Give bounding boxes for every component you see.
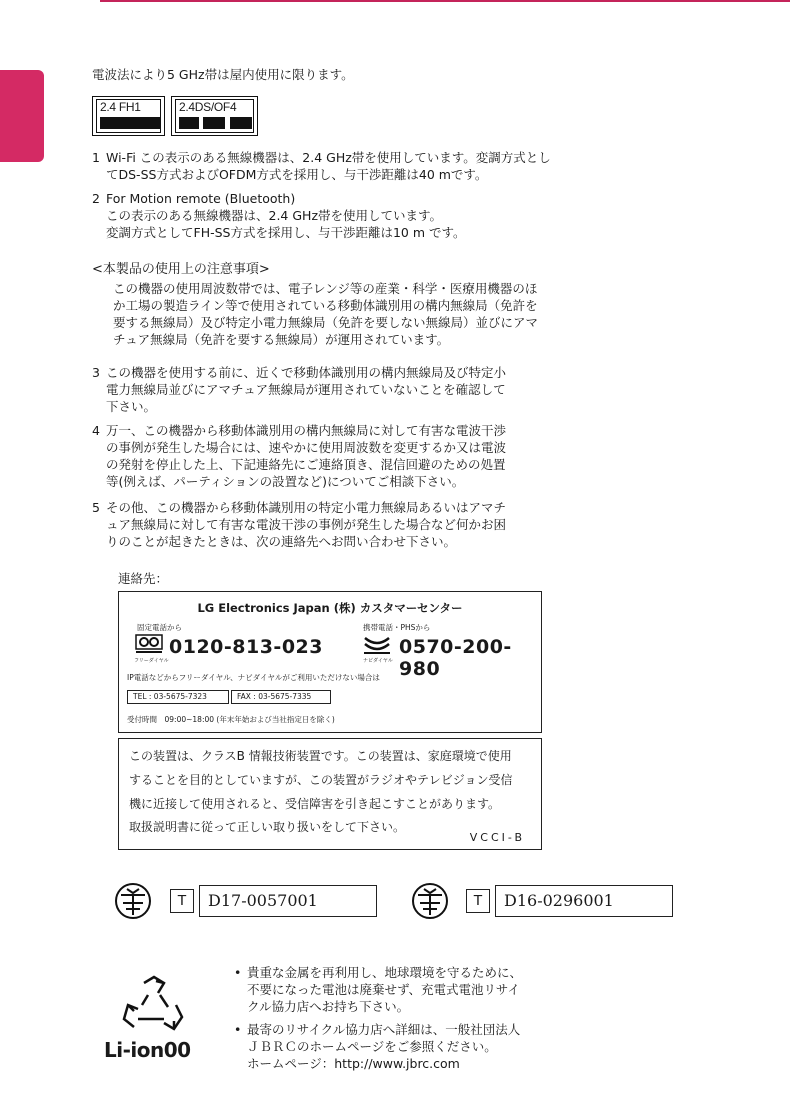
item-number: 1: [92, 150, 100, 165]
recycle-line: 不要になった電池は廃棄せず、充電式電池リサイ: [247, 982, 520, 997]
item-line: For Motion remote (Bluetooth): [106, 191, 296, 206]
item-number: 4: [92, 423, 100, 438]
notes-heading: <本製品の使用上の注意事項>: [92, 262, 270, 277]
mobile-number: 0570-200-980: [399, 636, 512, 680]
fax-number: FAX : 03-5675-7335: [231, 690, 331, 704]
section-tab: [0, 70, 44, 162]
navidial-caption: ナビダイヤル: [363, 658, 393, 664]
recycle-line: クル協力店へお持ち下さい。: [247, 999, 410, 1014]
cert-number: D16-0296001: [495, 885, 673, 917]
navidial-icon: [363, 634, 391, 656]
landline-number: 0120-813-023: [169, 636, 323, 658]
item-number: 5: [92, 500, 100, 515]
notes-line: か工場の製造ライン等で使用されている移動体識別用の構内無線局（免許を: [113, 298, 538, 313]
item-number: 3: [92, 365, 100, 380]
symbol-ds-of4: [171, 96, 258, 136]
customer-center-title: LG Electronics Japan (株) カスタマーセンター: [197, 601, 463, 615]
item-line: 変調方式としてFH-SS方式を採用し、与干渉距離は10 m です。: [106, 225, 466, 240]
item-line: てDS-SS方式およびOFDM方式を採用し、与干渉距離は40 mです。: [106, 167, 488, 182]
header-rule: [100, 0, 790, 2]
recycle-url-line[interactable]: ホームページ：http://www.jbrc.com: [247, 1056, 460, 1071]
intro-text: 電波法により5 GHz帯は屋内使用に限ります。: [92, 67, 354, 82]
item-line: の発射を停止した上、下記連絡先にご連絡頂き、混信回避のための処置: [106, 457, 506, 472]
tel-number: TEL : 03-5675-7323: [127, 690, 229, 704]
vcci-line: することを目的としていますが、この装置がラジオやテレビジョン受信: [129, 773, 513, 787]
vcci-mark: VCCI-B: [469, 831, 525, 844]
item-line: 等(例えば、パーティションの設置など)についてご相談下さい。: [106, 474, 465, 489]
recycle-line: 最寄のリサイクル協力店へ詳細は、一般社団法人: [247, 1022, 521, 1037]
notes-body: [113, 280, 538, 348]
item-line: 電力無線局並びにアマチュア無線局が運用されていないことを確認して: [106, 382, 506, 397]
contact-label: 連絡先：: [118, 571, 169, 586]
customer-center-box: [118, 591, 542, 733]
business-hours: 受付時間 09:00~18:00 (年末年始および当社指定日を除く): [127, 715, 335, 724]
item-line: の事例が発生した場合には、速やかに使用周波数を変更するか又は電波: [106, 440, 507, 455]
vcci-line: 機に近接して使用されると、受信障害を引き起こすことがあります。: [129, 797, 501, 811]
vcci-notice-box: [118, 738, 542, 850]
item-number: 2: [92, 191, 100, 206]
item-line: この機器を使用する前に、近くで移動体識別用の構内無線局及び特定小: [106, 365, 507, 380]
item-line: この表示のある無線機器は、2.4 GHz帯を使用しています。: [106, 208, 443, 223]
symbol-ds-of4-label: 2.4DS/OF4: [179, 100, 237, 114]
notes-line: チュア無線局（免許を要する無線局）が運用されています。: [113, 332, 450, 347]
item-line: 万一、この機器から移動体識別用の構内無線局に対して有害な電波干渉: [106, 423, 507, 438]
freedial-icon: [135, 634, 163, 656]
notes-line: 要する無線局）及び特定小電力無線局（免許を要しない無線局）並びにアマ: [113, 315, 539, 330]
vcci-line: 取扱説明書に従って正しい取り扱いをして下さい。: [129, 820, 406, 834]
cert-number: D17-0057001: [199, 885, 377, 917]
vcci-line: この装置は、クラスB 情報技術装置です。この装置は、家庭環境で使用: [129, 749, 512, 763]
item-line: 下さい。: [106, 399, 157, 414]
recycle-line: 貴重な金属を再利用し、地球環境を守るために、: [247, 965, 523, 980]
li-ion-label: Li-ion00: [104, 1038, 191, 1062]
recycle-line: ＪＢＲＣのホームページをご参照ください。: [247, 1039, 497, 1054]
symbol-fh1-label: 2.4 FH1: [100, 100, 141, 114]
giteki-mark-icon: [113, 881, 153, 921]
giteki-mark-icon: [410, 881, 450, 921]
item-line: Wi-Fi この表示のある無線機器は、2.4 GHz帯を使用しています。変調方式とし: [106, 150, 551, 165]
notes-line: この機器の使用周波数帯では、電子レンジ等の産業・科学・医療用機器のほ: [113, 281, 538, 296]
item-line: りのことが起きたときは、次の連絡先へお問い合わせ下さい。: [106, 534, 457, 549]
item-line: ュア無線局に対して有害な電波干渉の事例が発生した場合など何かお困: [106, 517, 507, 532]
item-line: その他、この機器から移動体識別用の特定小電力無線局あるいはアマチ: [106, 500, 507, 515]
ip-phone-note: IP電話などからフリーダイヤル、ナビダイヤルがご利用いただけない場合は: [127, 673, 380, 682]
telecom-t-mark: T: [466, 889, 490, 913]
mobile-label: 携帯電話・PHSから: [363, 623, 431, 632]
telecom-t-mark: T: [170, 889, 194, 913]
landline-label: 固定電話から: [137, 623, 182, 632]
recycle-icon: [120, 975, 188, 1039]
freedial-caption: フリーダイヤル: [134, 658, 169, 664]
symbol-fh1: [92, 96, 165, 136]
